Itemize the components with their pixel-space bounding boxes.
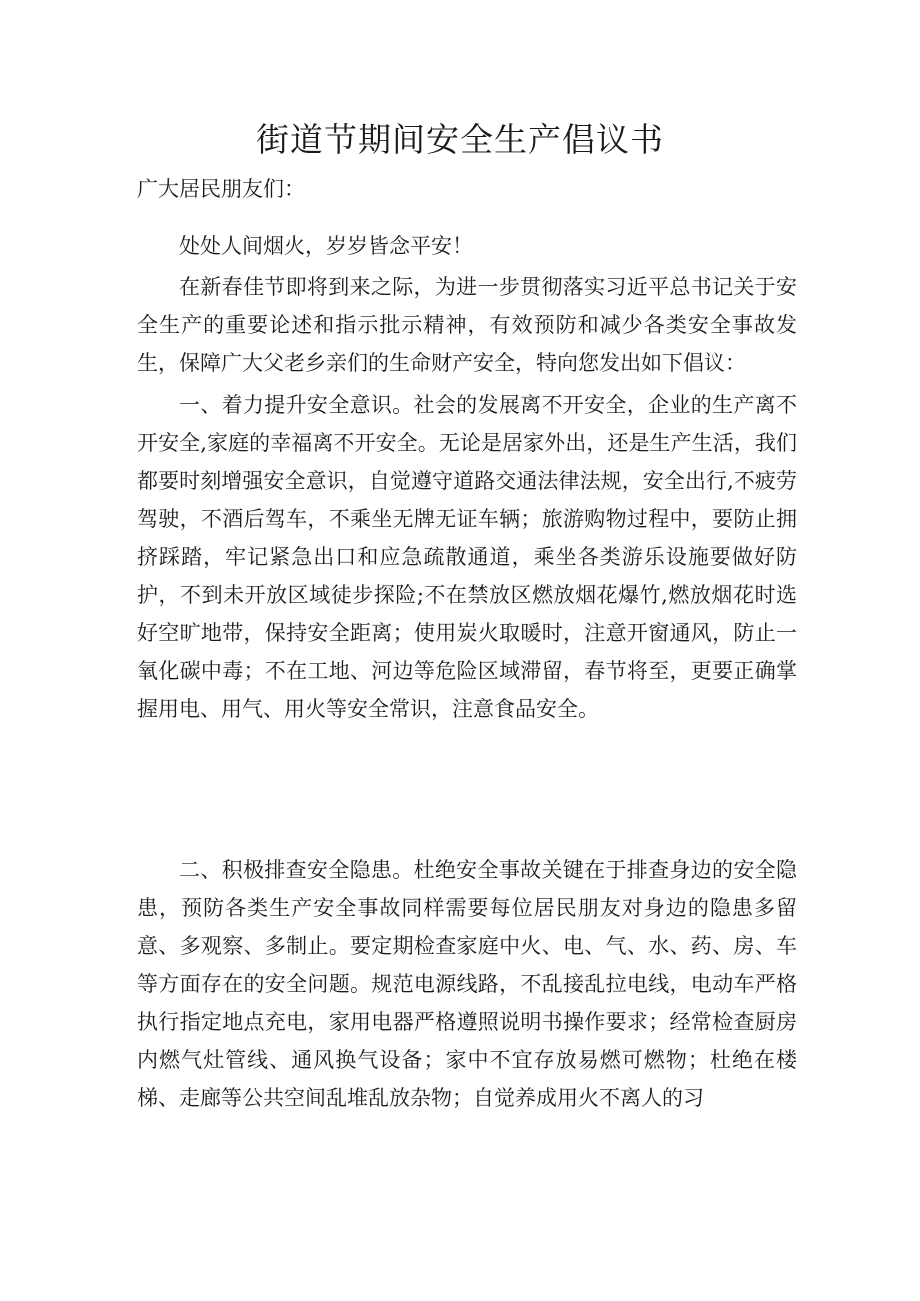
salutation: 广大居民朋友们： bbox=[137, 177, 305, 201]
paragraph-safety-awareness: 一、着力提升安全意识。社会的发展离不开安全，企业的生产离不开安全,家庭的幸福离不开安全。无论是居家外出，还是生产生活，我们都要时刻增强安全意识，自觉遵守道路交通法律法规，安全出行,不疲劳驾驶，不酒后驾车，不乘坐无牌无证车辆；旅游购物过程中，要防止拥挤踩踏，牢记紧急出口和应急疏散通道，乘坐各类游乐设施要做好防护，不到未开放区域徒步探险;不在禁放区燃放烟花爆竹,燃放烟花时选好空旷地带，保持安全距离；使用炭火取暖时，注意开窗通风，防止一氧化碳中毒；不在工地、河边等危险区域滞留，春节将至，更要正确掌握用电、用气、用火等安全常识，注意食品安全。 bbox=[137, 393, 797, 721]
document-title: 街道节期间安全生产倡议书 bbox=[256, 120, 664, 159]
greeting: 处处人间烟火，岁岁皆念平安！ bbox=[179, 234, 473, 258]
paragraph-hazard-check: 二、积极排查安全隐患。杜绝安全事故关键在于排查身边的安全隐患，预防各类生产安全事故同样需要每位居民朋友对身边的隐患多留意、多观察、多制止。要定期检查家庭中火、电、气、水、药、房、车等方面存在的安全问题。规范电源线路，不乱接乱拉电线，电动车严格执行指定地点充电，家用电器严格遵照说明书操作要求；经常检查厨房内燃气灶管线、通风换气设备；家中不宜存放易燃可燃物；杜绝在楼梯、走廊等公共空间乱堆乱放杂物；自觉养成用火不离人的习 bbox=[137, 858, 797, 1110]
paragraph-intro: 在新春佳节即将到来之际，为进一步贯彻落实习近平总书记关于安全生产的重要论述和指示批示精神，有效预防和减少各类安全事故发生，保障广大父老乡亲们的生命财产安全，特向您发出如下倡议： bbox=[137, 275, 797, 375]
